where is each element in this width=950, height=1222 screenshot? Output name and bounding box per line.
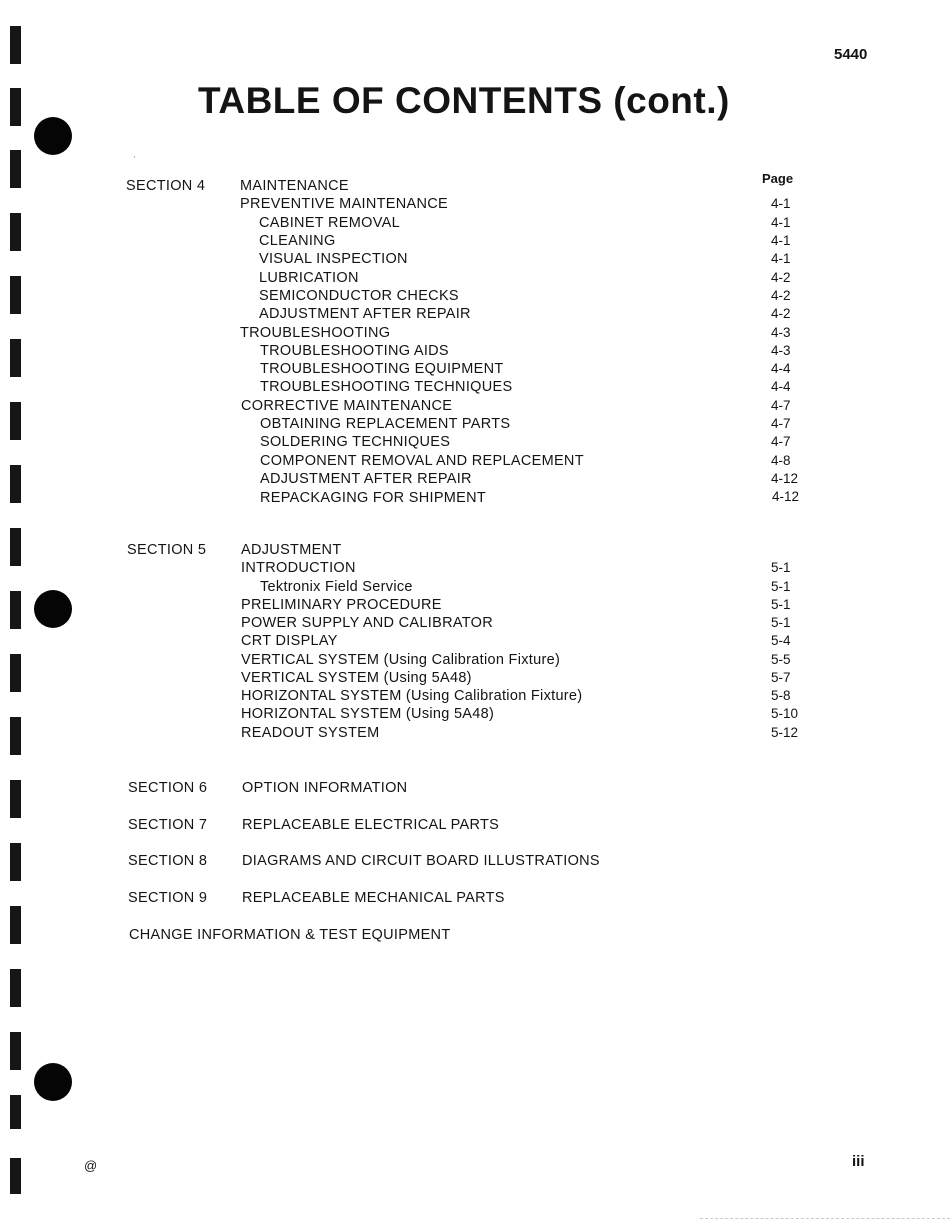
toc-entry-title: INTRODUCTION bbox=[241, 560, 356, 576]
section-9-title: REPLACEABLE MECHANICAL PARTS bbox=[242, 890, 505, 906]
toc-entry-title: POWER SUPPLY AND CALIBRATOR bbox=[241, 615, 493, 631]
section-5-label: SECTION 5 bbox=[127, 542, 207, 558]
toc-entry-page: 4-4 bbox=[771, 379, 791, 394]
toc-entry-page: 4-1 bbox=[771, 233, 791, 248]
toc-entry-page: 5-5 bbox=[771, 652, 791, 667]
scan-edge-line bbox=[700, 1218, 950, 1219]
toc-entry-page: 5-1 bbox=[771, 579, 791, 594]
toc-entry-page: 5-1 bbox=[771, 615, 791, 630]
toc-entry-page: 5-1 bbox=[771, 560, 791, 575]
toc-entry-page: 4-3 bbox=[771, 325, 791, 340]
binder-bar bbox=[10, 528, 21, 566]
toc-entry-page: 5-10 bbox=[771, 706, 799, 721]
binder-bar bbox=[10, 717, 21, 755]
binder-bar bbox=[10, 339, 21, 377]
binder-bar bbox=[10, 88, 21, 126]
toc-entry-title: TROUBLESHOOTING AIDS bbox=[260, 343, 449, 359]
toc-entry-page: 5-12 bbox=[771, 725, 799, 740]
toc-entry-page: 5-4 bbox=[771, 633, 791, 648]
binder-bar bbox=[10, 1158, 21, 1194]
toc-entry-page: 5-1 bbox=[771, 597, 791, 612]
toc-entry-page: 5-8 bbox=[771, 688, 791, 703]
toc-entry-page: 4-1 bbox=[771, 196, 791, 211]
toc-entry-page: 4-7 bbox=[771, 398, 791, 413]
binder-bar bbox=[10, 654, 21, 692]
punch-hole bbox=[34, 117, 72, 155]
copyright-mark: @ bbox=[84, 1158, 98, 1173]
toc-entry-title: CORRECTIVE MAINTENANCE bbox=[241, 398, 453, 414]
toc-entry-page: 4-4 bbox=[771, 361, 791, 376]
section-8-title: DIAGRAMS AND CIRCUIT BOARD ILLUSTRATIONS bbox=[242, 853, 600, 869]
binder-bar bbox=[10, 150, 21, 188]
binder-bar bbox=[10, 969, 21, 1007]
binder-bar bbox=[10, 780, 21, 818]
toc-entry-page: 5-7 bbox=[771, 670, 791, 685]
toc-entry-title: VERTICAL SYSTEM (Using 5A48) bbox=[241, 670, 472, 686]
toc-entry-page: 4-12 bbox=[771, 471, 799, 486]
toc-entry-title: SEMICONDUCTOR CHECKS bbox=[259, 288, 459, 304]
toc-entry-page: 4-8 bbox=[771, 453, 791, 468]
binder-bar bbox=[10, 906, 21, 944]
toc-entry-page: 4-7 bbox=[771, 434, 791, 449]
page-title: TABLE OF CONTENTS (cont.) bbox=[198, 80, 730, 121]
toc-entry-title: MAINTENANCE bbox=[240, 178, 349, 194]
binder-bar bbox=[10, 402, 21, 440]
section-4-label: SECTION 4 bbox=[126, 178, 206, 194]
section-7-label: SECTION 7 bbox=[128, 817, 208, 833]
binder-bar bbox=[10, 465, 21, 503]
toc-entry-page: 4-12 bbox=[772, 489, 800, 504]
binder-bar bbox=[10, 1095, 21, 1129]
toc-entry-title: Tektronix Field Service bbox=[260, 579, 413, 595]
toc-entry-title: ADJUSTMENT AFTER REPAIR bbox=[260, 471, 472, 487]
toc-entry-page: 4-2 bbox=[771, 288, 791, 303]
toc-entry-page: 4-7 bbox=[771, 416, 791, 431]
toc-entry-title: CLEANING bbox=[259, 233, 336, 249]
toc-entry-title: ADJUSTMENT AFTER REPAIR bbox=[259, 306, 471, 322]
toc-entry-title: READOUT SYSTEM bbox=[241, 725, 380, 741]
toc-entry-title: VISUAL INSPECTION bbox=[259, 251, 408, 267]
toc-entry-page: 4-3 bbox=[771, 343, 791, 358]
section-8-label: SECTION 8 bbox=[128, 853, 208, 869]
section-9-label: SECTION 9 bbox=[128, 890, 208, 906]
toc-entry-title: TROUBLESHOOTING TECHNIQUES bbox=[260, 379, 513, 395]
binder-bar bbox=[10, 1032, 21, 1070]
scan-mark: ˌ bbox=[133, 148, 137, 159]
binder-bar bbox=[10, 276, 21, 314]
toc-entry-title: HORIZONTAL SYSTEM (Using 5A48) bbox=[241, 706, 495, 722]
binder-bar bbox=[10, 26, 21, 64]
toc-entry-title: TROUBLESHOOTING EQUIPMENT bbox=[260, 361, 504, 377]
punch-hole bbox=[34, 590, 72, 628]
change-information-entry: CHANGE INFORMATION & TEST EQUIPMENT bbox=[129, 927, 451, 943]
toc-entry-title: CRT DISPLAY bbox=[241, 633, 338, 649]
binder-bar bbox=[10, 591, 21, 629]
toc-entry-page: 4-1 bbox=[771, 251, 791, 266]
section-6-label: SECTION 6 bbox=[128, 780, 208, 796]
model-number: 5440 bbox=[834, 46, 868, 63]
toc-entry-title: COMPONENT REMOVAL AND REPLACEMENT bbox=[260, 453, 584, 469]
toc-entry-title: REPACKAGING FOR SHIPMENT bbox=[260, 490, 487, 506]
page-column-heading: Page bbox=[762, 171, 794, 186]
toc-entry-title: PRELIMINARY PROCEDURE bbox=[241, 597, 442, 613]
punch-hole bbox=[34, 1063, 72, 1101]
toc-entry-title: VERTICAL SYSTEM (Using Calibration Fixture) bbox=[241, 652, 561, 668]
toc-entry-title: CABINET REMOVAL bbox=[259, 215, 400, 231]
section-6-title: OPTION INFORMATION bbox=[242, 780, 408, 796]
toc-entry-title: HORIZONTAL SYSTEM (Using Calibration Fixture) bbox=[241, 688, 583, 704]
page-number: iii bbox=[852, 1153, 865, 1170]
toc-entry-title: LUBRICATION bbox=[259, 270, 359, 286]
toc-entry-title: ADJUSTMENT bbox=[241, 542, 342, 558]
toc-entry-title: SOLDERING TECHNIQUES bbox=[260, 434, 451, 450]
toc-entry-title: PREVENTIVE MAINTENANCE bbox=[240, 196, 449, 212]
binder-bar bbox=[10, 213, 21, 251]
toc-entry-title: OBTAINING REPLACEMENT PARTS bbox=[260, 416, 511, 432]
toc-entry-title: TROUBLESHOOTING bbox=[240, 325, 391, 341]
toc-entry-page: 4-2 bbox=[771, 270, 791, 285]
binder-bar bbox=[10, 843, 21, 881]
section-7-title: REPLACEABLE ELECTRICAL PARTS bbox=[242, 817, 500, 833]
toc-entry-page: 4-2 bbox=[771, 306, 791, 321]
toc-entry-page: 4-1 bbox=[771, 215, 791, 230]
